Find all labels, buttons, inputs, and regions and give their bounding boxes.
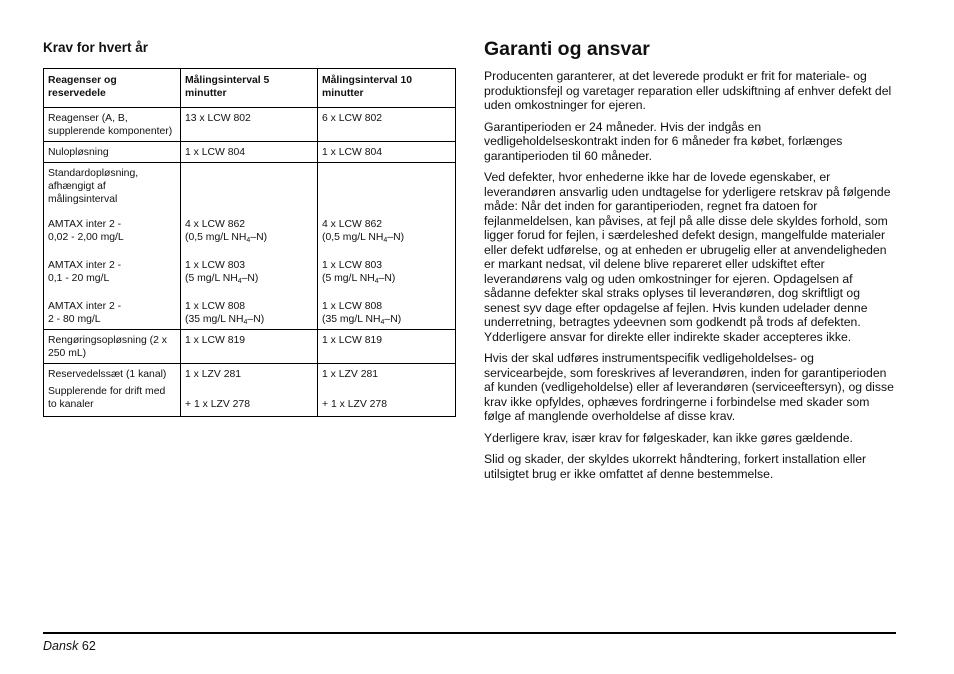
page-number: 62 bbox=[81, 639, 96, 653]
standard-value bbox=[322, 259, 451, 285]
standard-value bbox=[185, 259, 313, 285]
table-cell: Reagenser (A, B, supplerende komponenter) bbox=[44, 108, 181, 142]
table-cell bbox=[181, 364, 318, 417]
standard-value bbox=[322, 300, 451, 326]
item-name: AMTAX inter 2 - bbox=[48, 301, 122, 312]
paragraph: Garantiperioden er 24 måneder. Hvis der indgås en vedligeholdelseskontrakt inden for 6 måneder fra købet, forlænges garantiperioden til 60 måneder. bbox=[484, 119, 843, 163]
paragraph: Hvis der skal udføres instrumentspecifik vedligeholdelses- og servicearbejde, som foreskrives af leverandøren, inden for garantiperioden af kunden (vedligeholdelse) eller af leverandøren (serviceeftersyn), og disse krav ikke opfyldes, ophæves fordringerne i forbindelse med skader som følge af manglende overholdelse af disse krav. bbox=[484, 351, 894, 423]
table-cell: 13 x LCW 802 bbox=[181, 108, 318, 142]
header-cell-interval-10: Målingsinterval 10 minutter bbox=[318, 69, 456, 108]
spare-parts-value: 1 x LZV 281 bbox=[322, 369, 379, 380]
paragraph: Yderligere krav, især krav for følgeskader, kan ikke gøres gældende. bbox=[484, 430, 853, 445]
value-formula: (0,5 mg/L $NH_4-N$) bbox=[322, 232, 405, 244]
spare-parts-label: Reservedelssæt (1 kanal) bbox=[48, 369, 167, 380]
table-cell bbox=[44, 163, 181, 330]
standard-value bbox=[185, 300, 313, 326]
table-cell: Rengøringsopløsning (2 x 250 mL) bbox=[44, 330, 181, 364]
spare-parts-extra-value: + 1 x LZV 278 bbox=[185, 399, 250, 410]
value-line: 4 x LCW 862 bbox=[322, 219, 383, 230]
spare-parts-extra-label: Supplerende for drift med to kanaler bbox=[48, 386, 166, 410]
standard-item bbox=[48, 300, 176, 326]
standard-value bbox=[322, 218, 451, 244]
value-line: 1 x LCW 803 bbox=[322, 260, 383, 271]
value-formula: (5 mg/L $NH_4-N$) bbox=[185, 273, 259, 285]
header-cell-interval-5: Målingsinterval 5 minutter bbox=[181, 69, 318, 108]
paragraph: Producenten garanterer, at det leverede produkt er frit for materiale- og produktionsfejl og varetager reparation eller udskiftning af enhver defekt del uden omkostninger for ejeren. bbox=[484, 69, 892, 112]
table-row bbox=[44, 364, 456, 417]
spare-parts-extra-value: + 1 x LZV 278 bbox=[322, 399, 387, 410]
value-line: 1 x LCW 803 bbox=[185, 260, 246, 271]
paragraph: Ved defekter, hvor enhederne ikke har de lovede egenskaber, er leverandøren ansvarlig uden undtagelse for yderligere retskrav på følgende måde: Når det inden for garantiperioden, regnet fra datoen for fejlanmeldelsen, kan påvises, at fejl på alle disse dele skyldes forhold, som ligger forud for fejlen, i særdeleshed defekt design, mangelfulde materialer eller defekt udførelse, og at enheden er ubrugelig eller at anvendeligheden er markant nedsat, vil delene blive repareret eller udskiftet efter leverandørens valg og uden omkostninger for ejeren. Opdagelsen af sådanne defekter skal straks oplyses til leverandøren, dog skriftligt og senest syv dage efter opdagelse af fejlen. Hvis kunden udelader denne underretning, betragtes ydeevnen som godkendt på trods af defekten. Ydderligere ansvar for direkte eller indirekte skader accepteres ikke. bbox=[484, 170, 891, 344]
table-cell bbox=[318, 163, 456, 330]
table-cell: 1 x LCW 819 bbox=[318, 330, 456, 364]
table-cell: Nulopløsning bbox=[44, 142, 181, 163]
table-cell: 1 x LCW 819 bbox=[181, 330, 318, 364]
table-cell: 1 x LCW 804 bbox=[318, 142, 456, 163]
value-formula: (5 mg/L $NH_4-N$) bbox=[322, 273, 396, 285]
table-cell bbox=[318, 364, 456, 417]
spare-parts-value: 1 x LZV 281 bbox=[185, 369, 242, 380]
item-name: AMTAX inter 2 - bbox=[48, 260, 122, 271]
table-row bbox=[44, 330, 456, 364]
standard-solution-label: Standardopløsning, afhængigt af målingsinterval bbox=[48, 168, 139, 205]
standard-item bbox=[48, 218, 176, 244]
table-cell bbox=[44, 364, 181, 417]
table-header-row bbox=[44, 69, 456, 108]
item-range: 0,02 - 2,00 mg/L bbox=[48, 232, 124, 243]
table-row bbox=[44, 142, 456, 163]
page-footer bbox=[43, 639, 96, 653]
requirements-table bbox=[43, 68, 456, 417]
footer-divider bbox=[43, 632, 896, 634]
value-line: 1 x LCW 808 bbox=[322, 301, 383, 312]
item-range: 0,1 - 20 mg/L bbox=[48, 273, 110, 284]
paragraph: Slid og skader, der skyldes ukorrekt håndtering, forkert installation eller utilsigtet brug er ikke omfattet af denne bestemmelse. bbox=[484, 452, 867, 481]
value-formula: (35 mg/L $NH_4-N$) bbox=[322, 314, 402, 326]
footer-language: Dansk bbox=[43, 639, 79, 653]
value-line: 1 x LCW 808 bbox=[185, 301, 246, 312]
section-heading-annual-requirements: Krav for hvert år bbox=[43, 40, 149, 55]
header-cell-reagents: Reagenser og reservedele bbox=[44, 69, 181, 108]
value-formula: (35 mg/L $NH_4-N$) bbox=[185, 314, 265, 326]
table-row bbox=[44, 163, 456, 330]
standard-item bbox=[48, 259, 176, 285]
value-line: 4 x LCW 862 bbox=[185, 219, 246, 230]
item-name: AMTAX inter 2 - bbox=[48, 219, 122, 230]
table-row bbox=[44, 108, 456, 142]
warranty-section bbox=[484, 38, 896, 488]
value-formula: (0,5 mg/L $NH_4-N$) bbox=[185, 232, 268, 244]
table-cell bbox=[181, 163, 318, 330]
item-range: 2 - 80 mg/L bbox=[48, 314, 101, 325]
page-title: Garanti og ansvar bbox=[484, 38, 650, 60]
table-cell: 1 x LCW 804 bbox=[181, 142, 318, 163]
table-cell: 6 x LCW 802 bbox=[318, 108, 456, 142]
standard-value bbox=[185, 218, 313, 244]
